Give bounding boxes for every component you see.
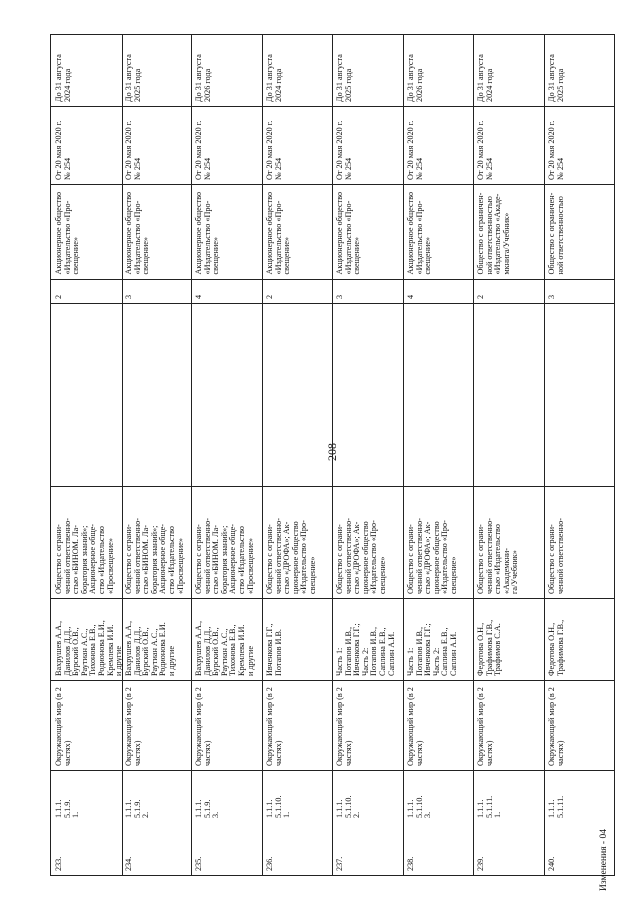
cell-title (51, 680, 122, 770)
cell-empty (51, 303, 122, 486)
cell-authors (121, 598, 192, 680)
cell-order-text: От 20 мая 2020 г. № 254 (476, 120, 494, 180)
cell-empty (332, 303, 403, 486)
cell-publisher-current (544, 184, 615, 279)
cell-authors-text: Вахрушев А.А., Данилов Д.Д., Бурский О.В., Раутиан А.С., Родионова Е.И. и другие (123, 620, 176, 676)
cell-grade-text: 2 (264, 294, 274, 299)
cell-grade-text: 4 (405, 294, 415, 299)
cell-valid-until (473, 34, 544, 106)
cell-authors (473, 598, 544, 680)
cell-publisher-current-text: Акционерное общество «Издательство «Про- свещение» (264, 191, 291, 275)
cell-valid-until (262, 34, 333, 106)
cell-empty (262, 303, 333, 486)
cell-valid-until-text: До 31 августа 2024 года (264, 53, 283, 102)
cell-authors-text: Часть 1: Потапов И.В., Ивченкова Г.Г.; Часть 2: Саплина Е.В., Саплин А.И. (405, 622, 458, 676)
cell-authors (51, 598, 122, 680)
cell-valid-until (403, 34, 474, 106)
cell-order (121, 106, 192, 184)
table-row (544, 34, 616, 876)
cell-number-text: 236. (264, 856, 274, 871)
cell-number-text: 235. (194, 856, 203, 871)
cell-number-text: 238. (405, 856, 415, 871)
cell-grade-text: 3 (123, 294, 133, 299)
cell-publisher-original (191, 486, 262, 598)
cell-publisher-current-text: Акционерное общество «Издательство «Про- свещение» (123, 191, 150, 275)
cell-authors (332, 598, 403, 680)
cell-grade-text: 3 (335, 294, 344, 299)
cell-number (403, 822, 474, 876)
cell-publisher-original-text: Общество с ограни- ченной ответственно- стью «ДРОФА»; Ак- ционерное общество «Издательство «Про- свещение» (405, 517, 458, 594)
cell-order (262, 106, 333, 184)
cell-title-text: Окружающий мир (в 2 частях) (546, 686, 565, 766)
cell-publisher-original (121, 486, 192, 598)
cell-code-text: 1.1.1. 5.1.9. 2. (123, 799, 150, 818)
cell-grade-text: 3 (546, 294, 556, 299)
cell-title-text: Окружающий мир (в 2 частях) (54, 686, 72, 766)
cell-grade (262, 279, 333, 303)
cell-order (332, 106, 403, 184)
cell-code-text: 1.1.1. 5.1.11. 1. (476, 795, 503, 818)
cell-code (191, 770, 262, 822)
cell-publisher-current-text: Общество с ограничен- ной ответственностью (546, 192, 565, 275)
cell-number (191, 822, 262, 876)
cell-grade (544, 279, 615, 303)
cell-empty (544, 303, 615, 486)
cell-title (473, 680, 544, 770)
cell-publisher-original (473, 486, 544, 598)
cell-authors-text: Часть 1: Потапов И.В., Ивченкова Г.Г.; Часть 2: Потапов И.В., Саплина Е.В., Саплин А.И. (335, 622, 396, 676)
cell-authors-text: Федотова О.Н., Трафимова Г.В., Трафимов С.А. (476, 619, 503, 676)
page-number: 208 (324, 443, 339, 461)
cell-number-text: 234. (123, 856, 133, 871)
cell-authors (262, 598, 333, 680)
table-row (473, 34, 545, 876)
cell-order-text: От 20 мая 2020 г. № 254 (194, 120, 212, 180)
cell-grade (473, 279, 544, 303)
cell-number (332, 822, 403, 876)
cell-publisher-original-text: Общество с ограни- ченной ответственно- стью «ДРОФА»; Ак- ционерное общество «Издательство «Про- свещение» (335, 517, 388, 594)
cell-empty (403, 303, 474, 486)
cell-number-text: 239. (476, 856, 485, 871)
cell-authors-text: Вахрушев А.А., Данилов Д.Д., Бурский О.В., Раутиан А.С., Тихонова Е.В., Кремлева И.И. и другие (194, 620, 255, 676)
cell-valid-until-text: До 31 августа 2025 года (335, 53, 353, 102)
table-row (50, 34, 123, 876)
cell-grade (51, 279, 122, 303)
cell-number (473, 822, 544, 876)
cell-order (191, 106, 262, 184)
cell-valid-until (121, 34, 192, 106)
cell-code (544, 770, 615, 822)
cell-valid-until-text: До 31 августа 2024 года (476, 53, 494, 102)
cell-code (403, 770, 474, 822)
cell-grade (332, 279, 403, 303)
cell-number-text: 233. (54, 856, 63, 871)
cell-grade-text: 4 (194, 294, 203, 299)
cell-publisher-original (403, 486, 474, 598)
cell-order (403, 106, 474, 184)
cell-grade (403, 279, 474, 303)
cell-publisher-current (191, 184, 262, 279)
cell-valid-until-text: До 31 августа 2025 года (123, 53, 142, 102)
cell-valid-until-text: До 31 августа 2026 года (194, 53, 212, 102)
cell-empty (121, 303, 192, 486)
cell-code (473, 770, 544, 822)
cell-code-text: 1.1.1. 5.1.10. 1. (264, 794, 291, 818)
footer-note-text: Изменения - 04 (599, 829, 609, 891)
table-row (121, 34, 193, 876)
cell-title (121, 680, 192, 770)
cell-order-text: От 20 мая 2020 г. № 254 (264, 120, 283, 180)
table-row (262, 34, 334, 876)
cell-order (544, 106, 615, 184)
cell-authors-text: Вахрушев А.А., Данилов Д.Д., Бурский О.В., Раутиан А.С., Тихонова Е.В., Родионова Е.И., Кремлева И.И. и другие (54, 619, 124, 676)
cell-valid-until (544, 34, 615, 106)
cell-title-text: Окружающий мир (в 2 частях) (123, 686, 142, 766)
cell-order-text: От 20 мая 2020 г. № 254 (54, 120, 72, 180)
cell-grade-text: 2 (54, 294, 63, 299)
cell-grade-text: 2 (476, 294, 485, 299)
cell-authors-text: Федотова О.Н., Трафимова Г.В., (546, 619, 565, 676)
cell-publisher-current-text: Акционерное общество «Издательство «Про- свещение» (194, 191, 221, 275)
cell-title-text: Окружающий мир (в 2 частях) (194, 686, 212, 766)
footer-note (598, 830, 610, 890)
cell-code (332, 770, 403, 822)
cell-publisher-original (332, 486, 403, 598)
cell-number-text: 237. (335, 856, 344, 871)
table-row (403, 34, 475, 876)
textbook-table (50, 34, 614, 876)
cell-title (403, 680, 474, 770)
cell-code (51, 770, 122, 822)
cell-grade (121, 279, 192, 303)
cell-empty (473, 303, 544, 486)
cell-publisher-current-text: Акционерное общество «Издательство «Про- свещение» (54, 191, 81, 275)
cell-authors-text: Ивченкова Г.Г., Потапов И.В. (264, 623, 283, 676)
cell-empty (191, 303, 262, 486)
cell-title (332, 680, 403, 770)
cell-authors (403, 598, 474, 680)
cell-publisher-current (332, 184, 403, 279)
cell-publisher-original-text: Общество с ограни- ченной ответственно- стью «БИНОМ. Ла- боратория знаний»; Акционерное обще- ство «Издательство «Просвещение» (123, 517, 185, 594)
cell-code-text: 1.1.1. 5.1.9. 3. (194, 799, 221, 818)
cell-publisher-original (544, 486, 615, 598)
cell-title-text: Окружающий мир (в 2 частях) (476, 686, 494, 766)
cell-publisher-original-text: Общество с ограни- ченной ответственно- стью «Издательство «Академкни- га/Учебник» (476, 517, 520, 594)
cell-authors (544, 598, 615, 680)
cell-valid-until (332, 34, 403, 106)
cell-publisher-current (262, 184, 333, 279)
cell-code (121, 770, 192, 822)
cell-code (262, 770, 333, 822)
cell-publisher-original-text: Общество с ограни- ченной ответственно- (546, 517, 565, 594)
cell-title-text: Окружающий мир (в 2 частях) (405, 686, 424, 766)
cell-valid-until-text: До 31 августа 2026 года (405, 53, 424, 102)
cell-number (51, 822, 122, 876)
cell-publisher-current-text: Акционерное общество «Издательство «Про- свещение» (335, 191, 362, 275)
cell-grade (191, 279, 262, 303)
table-row (332, 34, 404, 876)
cell-title-text: Окружающий мир (в 2 частях) (335, 686, 353, 766)
table-row (191, 34, 263, 876)
cell-order (51, 106, 122, 184)
cell-order-text: От 20 мая 2020 г. № 254 (123, 120, 142, 180)
cell-publisher-current (403, 184, 474, 279)
cell-valid-until-text: До 31 августа 2024 года (54, 53, 72, 102)
cell-code-text: 1.1.1. 5.1.11. (546, 795, 565, 818)
cell-order-text: От 20 мая 2020 г. № 254 (546, 120, 565, 180)
cell-order (473, 106, 544, 184)
cell-code-text: 1.1.1. 5.1.9. 1. (54, 799, 81, 818)
cell-authors (191, 598, 262, 680)
cell-publisher-original (51, 486, 122, 598)
cell-order-text: От 20 мая 2020 г. № 254 (335, 120, 353, 180)
cell-publisher-current (121, 184, 192, 279)
cell-valid-until (51, 34, 122, 106)
cell-publisher-current (473, 184, 544, 279)
cell-number-text: 240. (546, 856, 556, 871)
cell-publisher-original-text: Общество с ограни- ченной ответственно- стью «БИНОМ. Ла- боратория знаний»; Акционерное обще- ство «Издательство «Просвещение» (54, 517, 115, 594)
cell-title-text: Окружающий мир (в 2 частях) (264, 686, 283, 766)
cell-valid-until (191, 34, 262, 106)
cell-publisher-current-text: Акционерное общество «Издательство «Про- свещение» (405, 191, 432, 275)
cell-publisher-original (262, 486, 333, 598)
cell-title (191, 680, 262, 770)
cell-publisher-current (51, 184, 122, 279)
cell-publisher-original-text: Общество с ограни- ченной ответственно- стью «ДРОФА»; Ак- ционерное общество «Издательство «Про- свещение» (264, 517, 317, 594)
cell-publisher-original-text: Общество с ограни- ченной ответственно- стью «БИНОМ. Ла- боратория знаний»; Акционерное обще- ство «Издательство «Просвещение» (194, 517, 255, 594)
cell-title (544, 680, 615, 770)
cell-number (262, 822, 333, 876)
cell-number (121, 822, 192, 876)
cell-publisher-current-text: Общество с ограничен- ной ответственностью «Издательство «Акаде- мкнига/Учебник» (476, 192, 511, 275)
cell-code-text: 1.1.1. 5.1.10. 3. (405, 794, 432, 818)
cell-code-text: 1.1.1. 5.1.10. 2. (335, 794, 362, 818)
cell-order-text: От 20 мая 2020 г. № 254 (405, 120, 424, 180)
cell-title (262, 680, 333, 770)
cell-valid-until-text: До 31 августа 2025 года (546, 53, 565, 102)
